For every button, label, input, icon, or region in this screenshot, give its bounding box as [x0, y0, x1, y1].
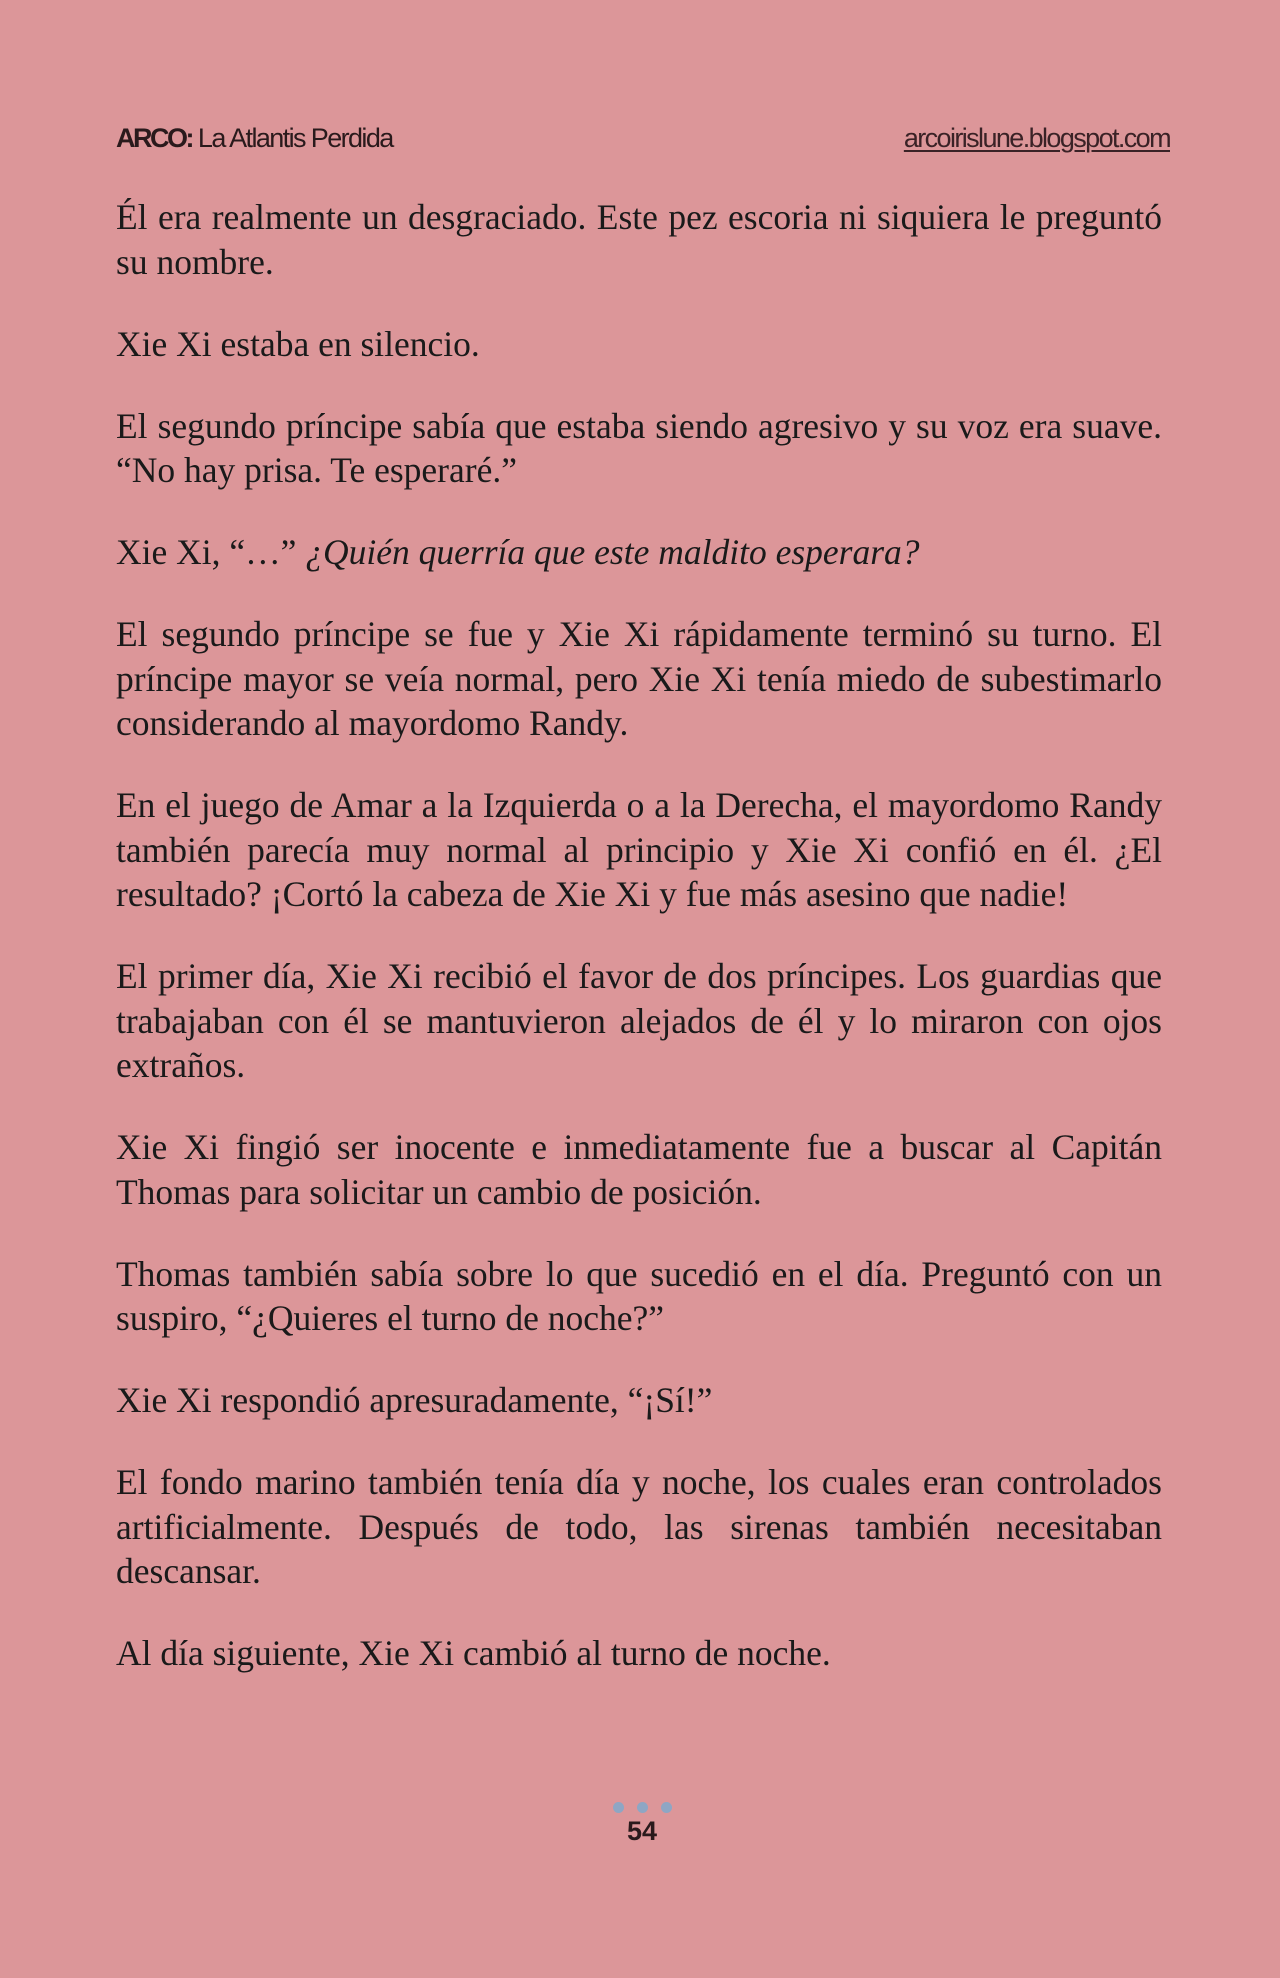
italic-thought: ¿Quién querría que este maldito esperara?: [305, 532, 920, 572]
paragraph: Xie Xi estaba en silencio.: [116, 323, 480, 364]
paragraph: El primer día, Xie Xi recibió el favor de dos príncipes. Los guardias que trabajaban con él se mantuvieron alejados de él y lo miraron con ojos extraños.: [116, 956, 1162, 1085]
page-header: [116, 118, 1170, 158]
decorative-dots: [0, 1802, 1280, 1814]
book-title-prefix: ARCO:: [116, 122, 192, 153]
paragraph: Xie Xi, “…” ¿Quién querría que este maldito esperara?: [116, 532, 920, 572]
page-body: [116, 195, 1162, 1713]
dot-icon: [637, 1802, 648, 1813]
paragraph: Él era realmente un desgraciado. Este pez escoria ni siquiera le preguntó su nombre.: [116, 197, 1162, 282]
paragraph: En el juego de Amar a la Izquierda o a la Derecha, el mayordomo Randy también parecía muy normal al principio y Xie Xi confió en él. ¿El resultado? ¡Cortó la cabeza de Xie Xi y fue más asesino que nadie!: [116, 785, 1162, 914]
paragraph: El segundo príncipe se fue y Xie Xi rápidamente terminó su turno. El príncipe mayor se veía normal, pero Xie Xi tenía miedo de subestimarlo considerando al mayordomo Randy.: [116, 614, 1162, 743]
paragraph: El segundo príncipe sabía que estaba siendo agresivo y su voz era suave. “No hay prisa. Te esperaré.”: [116, 405, 1162, 490]
paragraph: Xie Xi fingió ser inocente e inmediatamente fue a buscar al Capitán Thomas para solicitar un cambio de posición.: [116, 1127, 1162, 1212]
dot-icon: [661, 1802, 672, 1813]
blog-url-link[interactable]: arcoirislune.blogspot.com: [903, 122, 1170, 153]
book-title-text: La Atlantis Perdida: [192, 122, 393, 153]
book-title: [116, 123, 393, 154]
page-number: 54: [626, 1816, 658, 1846]
paragraph: Al día siguiente, Xie Xi cambió al turno de noche.: [116, 1633, 831, 1673]
paragraph: Thomas también sabía sobre lo que sucedió en el día. Preguntó con un suspiro, “¿Quieres el turno de noche?”: [116, 1253, 1162, 1338]
paragraph: Xie Xi respondió apresuradamente, “¡Sí!”: [116, 1380, 713, 1420]
page-footer: [0, 1802, 1280, 1847]
dot-icon: [613, 1802, 624, 1813]
paragraph: El fondo marino también tenía día y noche, los cuales eran controlados artificialmente. Después de todo, las sirenas también necesitaban descansar.: [116, 1462, 1162, 1591]
